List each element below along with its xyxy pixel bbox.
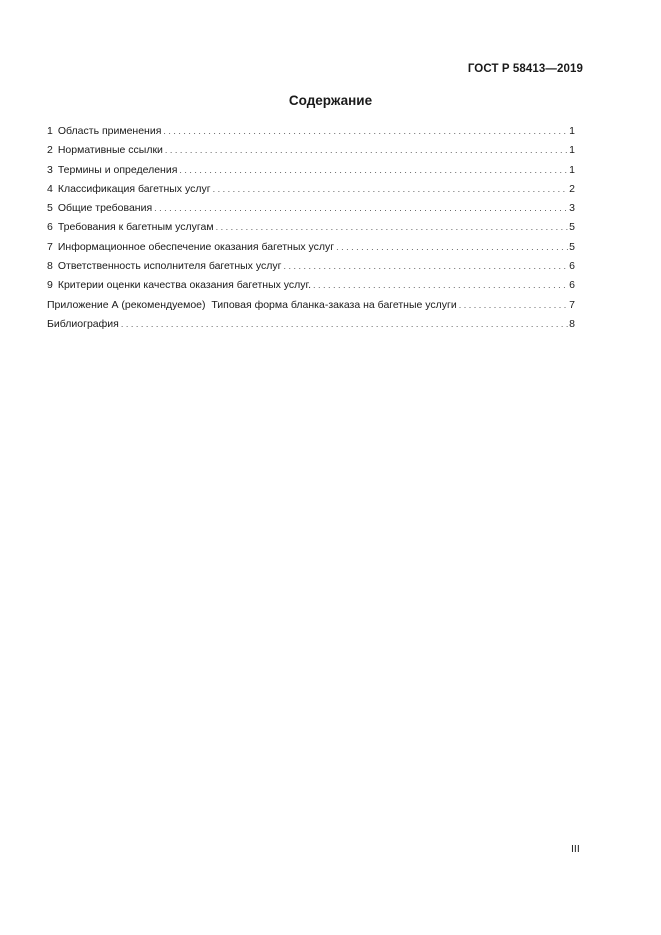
toc-entry[interactable]: [47, 218, 575, 237]
toc-entry-bibliography[interactable]: [47, 315, 575, 334]
table-of-contents: [47, 122, 575, 334]
toc-entry-number: 7: [47, 240, 53, 253]
dot-leader: [179, 161, 568, 180]
toc-entry-number: 6: [47, 221, 53, 234]
toc-entry-page: 1: [569, 125, 575, 137]
toc-entry-label: Критерии оценки качества оказания багетных услуг.: [57, 279, 312, 292]
toc-entry-page: 6: [569, 279, 575, 292]
dot-leader: [163, 122, 568, 141]
toc-entry-number: 8: [47, 260, 53, 273]
dot-leader: [213, 180, 569, 199]
toc-entry[interactable]: [47, 180, 575, 199]
toc-entry-number: 1: [47, 125, 53, 137]
toc-entry-page: 6: [569, 260, 575, 273]
dot-leader: [121, 315, 568, 334]
page-number: III: [571, 843, 580, 855]
toc-entry-label: Библиография: [47, 317, 119, 330]
toc-entry-appendix[interactable]: [47, 296, 575, 315]
toc-entry-page: 8: [569, 317, 575, 330]
toc-entry[interactable]: [47, 199, 575, 218]
toc-entry[interactable]: [47, 141, 575, 160]
toc-entry-number: 3: [47, 163, 53, 176]
toc-entry[interactable]: [47, 276, 575, 295]
dot-leader: [336, 238, 568, 257]
dot-leader: [313, 276, 568, 295]
toc-entry[interactable]: [47, 161, 575, 180]
toc-entry-label: Информационное обеспечение оказания багетных услуг: [57, 240, 335, 253]
document-code: ГОСТ Р 58413—2019: [467, 63, 583, 75]
toc-entry-number: 4: [47, 182, 53, 195]
toc-entry-page: 5: [569, 240, 575, 253]
toc-entry-page: 2: [569, 182, 575, 195]
toc-entry-number: 9: [47, 279, 53, 292]
dot-leader: [459, 296, 568, 315]
toc-entry-page: 7: [569, 298, 575, 311]
toc-entry-label: Приложение А (рекомендуемое) Типовая форма бланка-заказа на багетные услуги: [47, 298, 457, 311]
dot-leader: [216, 218, 569, 237]
toc-entry[interactable]: [47, 257, 575, 276]
dot-leader: [154, 199, 568, 218]
toc-title: Содержание: [288, 93, 373, 108]
toc-entry-page: 1: [569, 144, 575, 157]
dot-leader: [283, 257, 568, 276]
toc-entry[interactable]: [47, 238, 575, 257]
toc-entry-label: Классификация багетных услуг: [57, 182, 211, 195]
toc-entry-number: 2: [47, 144, 53, 157]
toc-entry-page: 1: [569, 163, 575, 176]
dot-leader: [165, 141, 568, 160]
toc-entry-label: Область применения: [57, 125, 162, 137]
toc-entry-label: Общие требования: [57, 202, 153, 215]
toc-entry-label: Ответственность исполнителя багетных услуг: [57, 260, 282, 273]
toc-entry-number: 5: [47, 202, 53, 215]
toc-entry-label: Термины и определения: [57, 163, 178, 176]
toc-entry-label: Нормативные ссылки: [57, 144, 163, 157]
toc-entry-label: Требования к багетным услугам: [57, 221, 214, 234]
toc-entry[interactable]: [47, 122, 575, 141]
toc-entry-page: 3: [569, 202, 575, 215]
toc-entry-page: 5: [569, 221, 575, 234]
